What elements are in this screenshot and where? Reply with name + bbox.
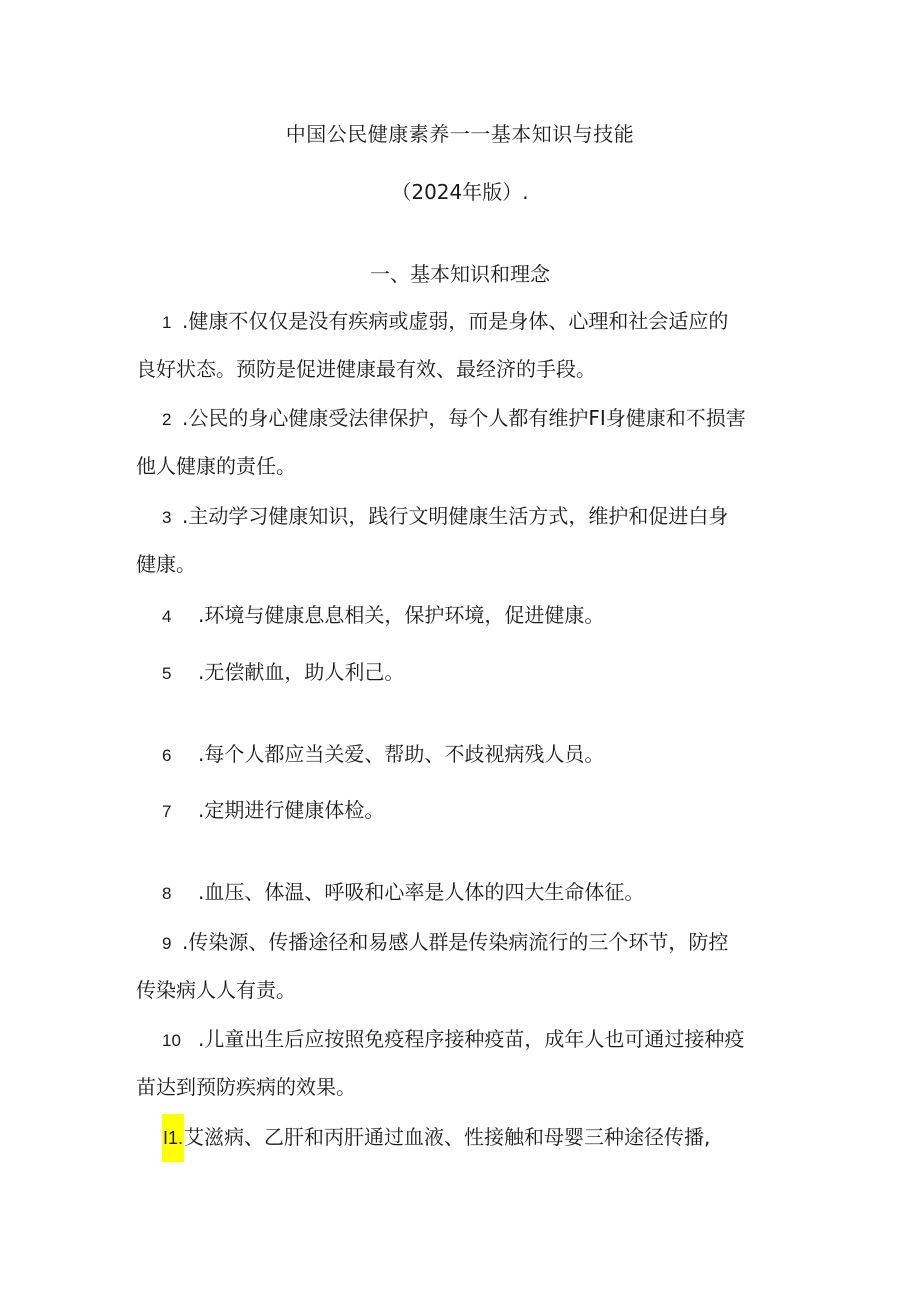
highlighted-item-number: I1.	[162, 1114, 184, 1162]
item-text-line: .环境与健康息息相关，保护环境，促进健康。	[198, 603, 605, 627]
item-text-line: .定期进行健康体检。	[198, 798, 385, 822]
document-title: 中国公民健康素养一一基本知识与技能	[285, 122, 635, 146]
item-text-line: 健康。	[136, 552, 196, 576]
list-item	[136, 786, 796, 834]
item-number: 1	[162, 313, 172, 332]
item-text-line: .传染源、传播途径和易感人群是传染病流行的三个环节，防控	[182, 930, 729, 954]
item-number: 10	[162, 1031, 181, 1050]
section-heading: 一、基本知识和理念	[370, 262, 550, 286]
item-number: 2	[162, 410, 172, 429]
item-text-line: 苗达到预防疾病的效果。	[136, 1075, 356, 1099]
document-subtitle: （2024年版）.	[391, 180, 529, 204]
item-number: 9	[162, 934, 172, 953]
item-text-line: .无偿献血，助人利己。	[198, 660, 405, 684]
list-item	[136, 1015, 796, 1111]
list-item	[136, 492, 796, 588]
item-text-line: 传染病人人有责。	[136, 978, 296, 1002]
item-text-line: .儿童出生后应按照免疫程序接种疫苗，成年人也可通过接种疫	[198, 1027, 745, 1051]
list-item	[136, 1113, 796, 1161]
item-number: 5	[162, 664, 172, 683]
item-number: 7	[162, 802, 172, 821]
item-text-line: 艾滋病、乙肝和丙肝通过血液、性接触和母婴三种途径传播,	[184, 1125, 711, 1149]
item-number: 4	[162, 607, 172, 626]
item-text-line: .血压、体温、呼吸和心率是人体的四大生命体征。	[198, 880, 645, 904]
item-text-line: 良好状态。预防是促进健康最有效、最经济的手段。	[136, 357, 596, 381]
list-item	[136, 648, 796, 696]
list-item	[136, 730, 796, 778]
item-number: 6	[162, 746, 172, 765]
list-item	[136, 591, 796, 639]
item-text-line: .每个人都应当关爱、帮助、不歧视病残人员。	[198, 742, 605, 766]
item-number: 3	[162, 508, 172, 527]
item-text-line: .公民的身心健康受法律保护，每个人都有维护FI身健康和不损害	[182, 406, 746, 430]
list-item	[136, 918, 796, 1014]
item-number: 8	[162, 884, 172, 903]
list-item	[136, 297, 796, 393]
item-text-line: .健康不仅仅是没有疾病或虚弱，而是身体、心理和社会适应的	[182, 309, 729, 333]
item-text-line: .主动学习健康知识，践行文明健康生活方式，维护和促进白身	[182, 504, 729, 528]
list-item	[136, 394, 796, 490]
item-text-line: 他人健康的责任。	[136, 454, 296, 478]
list-item	[136, 868, 796, 916]
